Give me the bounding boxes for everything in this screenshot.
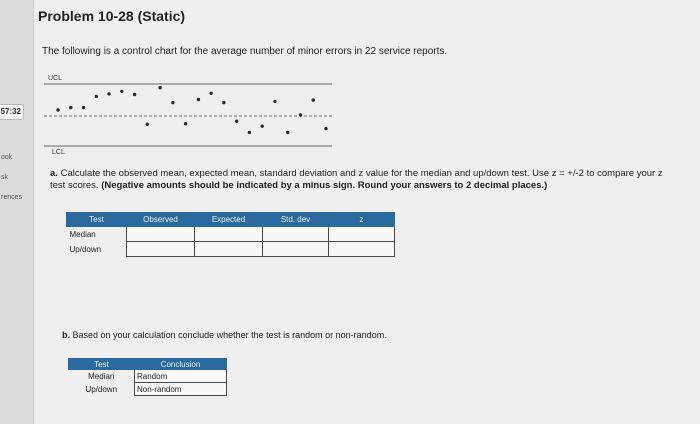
median-observed-input[interactable]: [127, 227, 195, 242]
table-row: [67, 227, 395, 242]
median-z-input[interactable]: [329, 227, 395, 242]
table-row: [67, 242, 395, 257]
data-point: [184, 122, 187, 125]
median-std-dev-input[interactable]: [263, 227, 329, 242]
updown-std-dev-input[interactable]: [263, 242, 329, 257]
header-std-dev: Std. dev: [263, 213, 329, 227]
control-chart: [44, 68, 344, 158]
row-label-median: Median: [88, 371, 115, 381]
updown-observed-input[interactable]: [127, 242, 195, 257]
problem-intro: The following is a control chart for the average number of minor errors in 22 service reports.: [42, 46, 448, 57]
data-point: [107, 92, 110, 95]
data-point: [286, 131, 289, 134]
conclusion-header-row: [69, 359, 227, 370]
data-point: [56, 108, 59, 111]
timer: 57:32: [0, 104, 24, 120]
left-sidebar: [0, 0, 34, 424]
data-point: [299, 113, 302, 116]
data-point: [158, 86, 161, 89]
row-label-median: Median: [69, 229, 96, 239]
data-point: [146, 123, 149, 126]
data-point: [69, 106, 72, 109]
data-point: [133, 93, 136, 96]
data-point: [209, 92, 212, 95]
header-expected: Expected: [195, 213, 263, 227]
data-point: [261, 125, 264, 128]
data-point: [222, 101, 225, 104]
table-row: [69, 370, 227, 383]
ucl-label: UCL: [48, 75, 63, 82]
data-point: [197, 98, 200, 101]
data-point: [324, 127, 327, 130]
row-label-updown: Up/down: [85, 384, 118, 394]
header-observed: Observed: [127, 213, 195, 227]
updown-conclusion-select[interactable]: Non-random: [135, 383, 227, 396]
part-a-label: a.: [50, 168, 58, 179]
stats-table: [66, 212, 395, 257]
sidebar-link-ask[interactable]: sk: [1, 174, 8, 181]
data-point: [248, 131, 251, 134]
part-b-text: Based on your calculation conclude whether the test is random or non-random.: [72, 330, 387, 340]
data-point: [235, 120, 238, 123]
median-conclusion-select[interactable]: Random: [135, 370, 227, 383]
part-a-instructions: [50, 168, 680, 192]
table-row: [69, 383, 227, 396]
data-point: [95, 95, 98, 98]
stats-header-row: [67, 213, 395, 227]
data-point: [273, 100, 276, 103]
part-b-label: b.: [62, 330, 70, 340]
part-a-text: Calculate the observed mean, expected mean, standard deviation and z value for the median and up/down test. Use z = +/-2 to compare your z test scores.: [50, 168, 663, 191]
data-point: [120, 90, 123, 93]
data-point: [171, 101, 174, 104]
lcl-label: LCL: [52, 149, 65, 156]
data-point: [82, 106, 85, 109]
row-label-updown: Up/down: [69, 244, 102, 254]
median-expected-input[interactable]: [195, 227, 263, 242]
conclusion-table: [68, 358, 227, 396]
problem-title: Problem 10-28 (Static): [38, 8, 186, 24]
header-test: Test: [67, 213, 127, 227]
header-test: Test: [69, 359, 135, 370]
header-z: z: [329, 213, 395, 227]
part-b-instructions: [62, 330, 387, 340]
sidebar-link-ebook[interactable]: ook: [1, 154, 13, 161]
updown-expected-input[interactable]: [195, 242, 263, 257]
header-conclusion: Conclusion: [135, 359, 227, 370]
sidebar-link-references[interactable]: rences: [1, 194, 23, 201]
data-point: [312, 98, 315, 101]
part-a-note: (Negative amounts should be indicated by a minus sign. Round your answers to 2 decimal places.): [101, 180, 548, 191]
updown-z-input[interactable]: [329, 242, 395, 257]
